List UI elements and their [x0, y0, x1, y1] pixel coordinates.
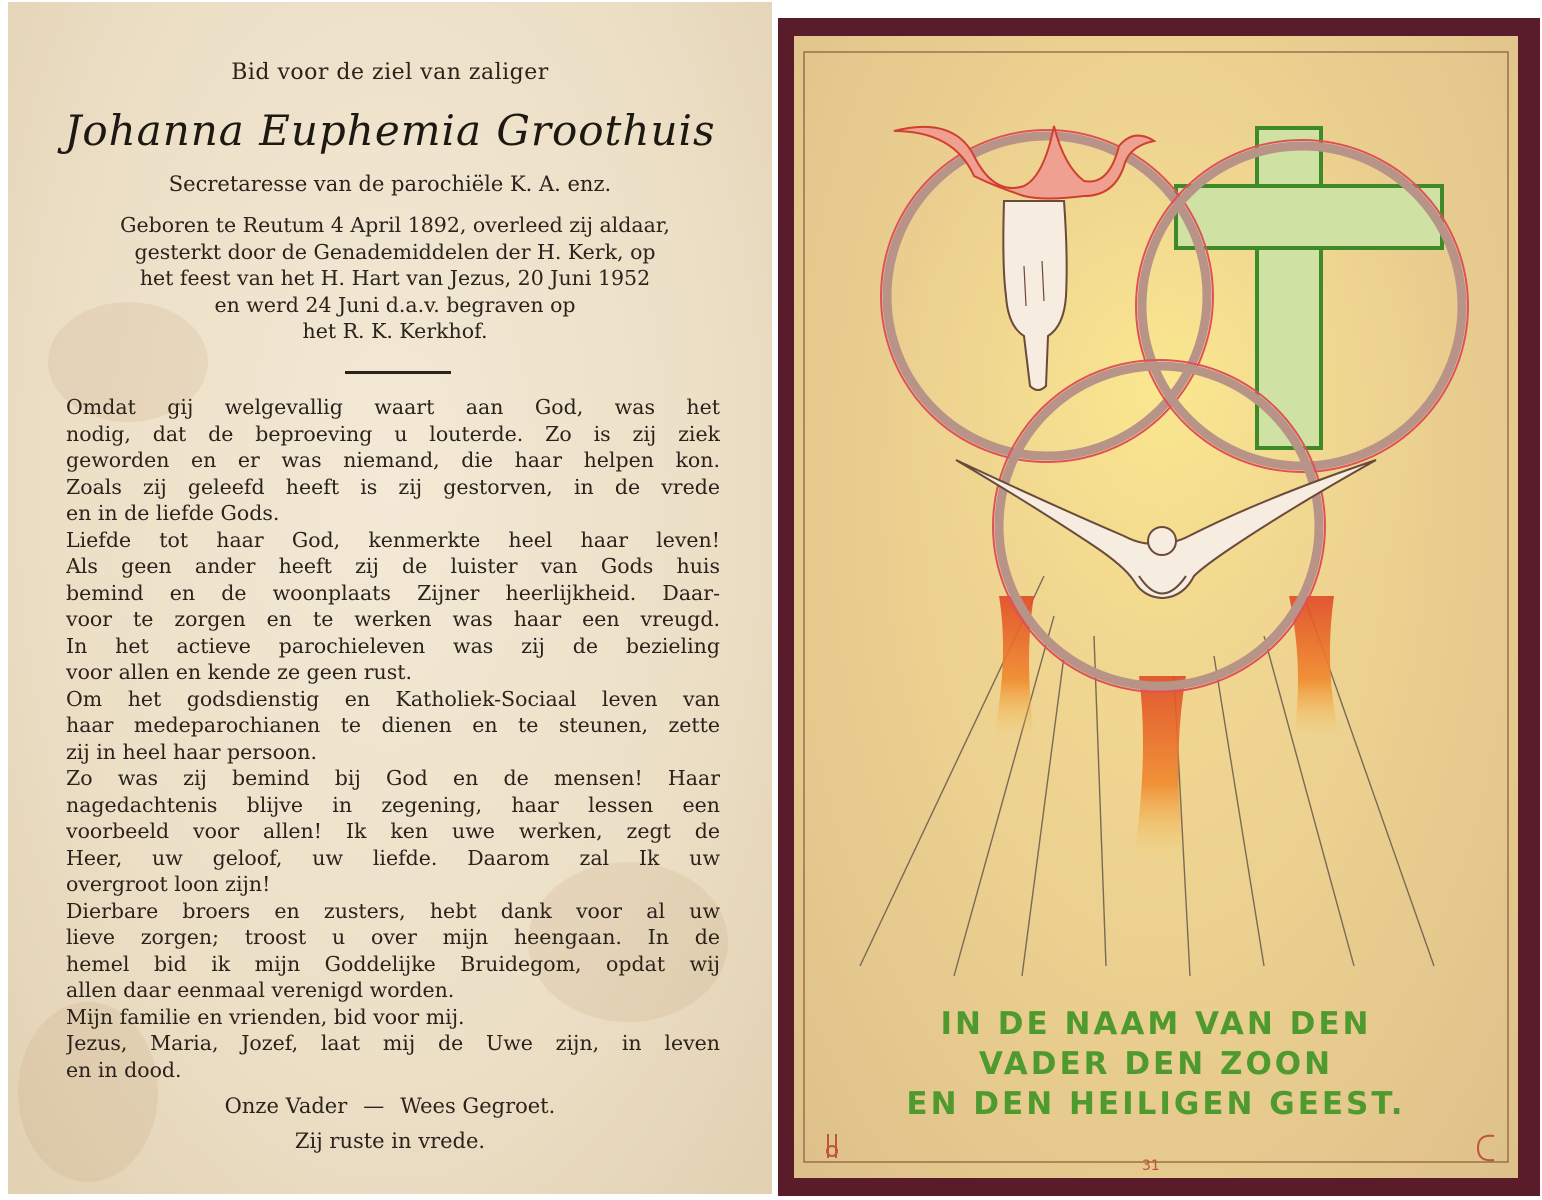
divider-rule — [345, 371, 451, 374]
devotional-image-card — [778, 18, 1540, 1196]
text-line: In het actieve parochieleven was zij de bezieling — [66, 633, 720, 658]
caption-line: IN DE NAAM VAN DEN — [940, 1006, 1372, 1042]
text-line: Om het godsdienstig en Katholiek-Sociaal leven van — [66, 686, 720, 711]
text-line: voor allen en kende ze geen rust. — [66, 660, 412, 684]
publisher-mark — [1478, 1136, 1494, 1161]
text-line: Omdat gij welgevallig waart aan God, was het — [66, 395, 720, 419]
image-panel — [794, 36, 1518, 1178]
birth-death-paragraph — [68, 212, 722, 345]
text-line: Zoals zij geleefd heeft is zij gestorven, in de vrede — [66, 474, 720, 499]
text-line: haar medeparochianen te dienen en te steunen, zette — [66, 713, 720, 737]
memorial-text — [66, 394, 720, 1083]
text-line: geworden en er was niemand, die haar helpen kon. — [66, 448, 720, 472]
text-line: Heer, uw geloof, uw liefde. Daarom zal Ik uw — [66, 845, 720, 870]
text-line: zij in heel haar persoon. — [66, 739, 317, 764]
text-line: voorbeeld voor allen! Ik ken uwe werken, zegt de — [66, 819, 720, 843]
text-line: lieve zorgen; troost u over mijn heengaan. In de — [66, 925, 720, 949]
text-line: Zo was zij bemind bij God en de mensen! Haar — [66, 766, 720, 790]
text-line: en werd 24 Juni d.a.v. begraven op — [214, 292, 576, 317]
cross-center — [1265, 190, 1313, 244]
deceased-role: Secretaresse van de parochiële K. A. enz. — [168, 172, 612, 196]
text-line: en in de liefde Gods. — [66, 501, 280, 525]
text-line: Mijn familie en vrienden, bid voor mij. — [66, 1004, 465, 1029]
memorial-text-card — [8, 2, 772, 1194]
text-line: allen daar eenmaal verenigd worden. — [66, 978, 455, 1002]
text-line: Jezus, Maria, Jozef, laat mij de Uwe zijn, in leven — [66, 1031, 720, 1055]
monogram-left — [827, 1134, 837, 1158]
deceased-name: Johanna Euphemia Groothuis — [64, 106, 716, 155]
prayer-dash: — — [363, 1094, 385, 1118]
caption-line: VADER DEN ZOON — [978, 1046, 1334, 1082]
text-line: het R. K. Kerkhof. — [302, 319, 488, 343]
prayers-line — [8, 1094, 772, 1118]
caption-line: EN DEN HEILIGEN GEEST. — [906, 1086, 1406, 1122]
text-line: overgroot loon zijn! — [66, 872, 271, 896]
dove-head — [1148, 527, 1176, 555]
text-line: Geboren te Reutum 4 April 1892, overleed zij aldaar, — [120, 213, 670, 237]
text-line: en in dood. — [66, 1057, 182, 1082]
text-line: gesterkt door de Genademiddelen der H. Kerk, op — [134, 239, 656, 264]
text-line: Liefde tot haar God, kenmerkte heel haar leven! — [66, 527, 720, 552]
rest-in-peace: Zij ruste in vrede. — [294, 1129, 486, 1153]
prayer-hail-mary: Wees Gegroet. — [400, 1094, 556, 1118]
text-line: Dierbare broers en zusters, hebt dank voor al uw — [66, 898, 720, 923]
text-line: bemind en de woonplaats Zijner heerlijkheid. Daar- — [66, 580, 720, 605]
text-line: voor te zorgen en te werken was haar een vreugd. — [66, 607, 720, 631]
trinity-caption — [794, 1004, 1518, 1124]
card-number: 31 — [1142, 1158, 1160, 1174]
text-line: nagedachtenis blijve in zegening, haar lessen een — [66, 792, 720, 817]
text-line: het feest van het H. Hart van Jezus, 20 Juni 1952 — [139, 266, 651, 290]
flame — [1134, 676, 1186, 856]
intro-line: Bid voor de ziel van zaliger — [231, 60, 549, 85]
prayer-our-father: Onze Vader — [224, 1094, 348, 1118]
text-line: hemel bid ik mijn Goddelijke Bruidegom, opdat wij — [66, 951, 720, 976]
text-line: nodig, dat de beproeving u louterde. Zo is zij ziek — [66, 421, 720, 446]
text-line: Als geen ander heeft zij de luister van Gods huis — [66, 554, 720, 578]
